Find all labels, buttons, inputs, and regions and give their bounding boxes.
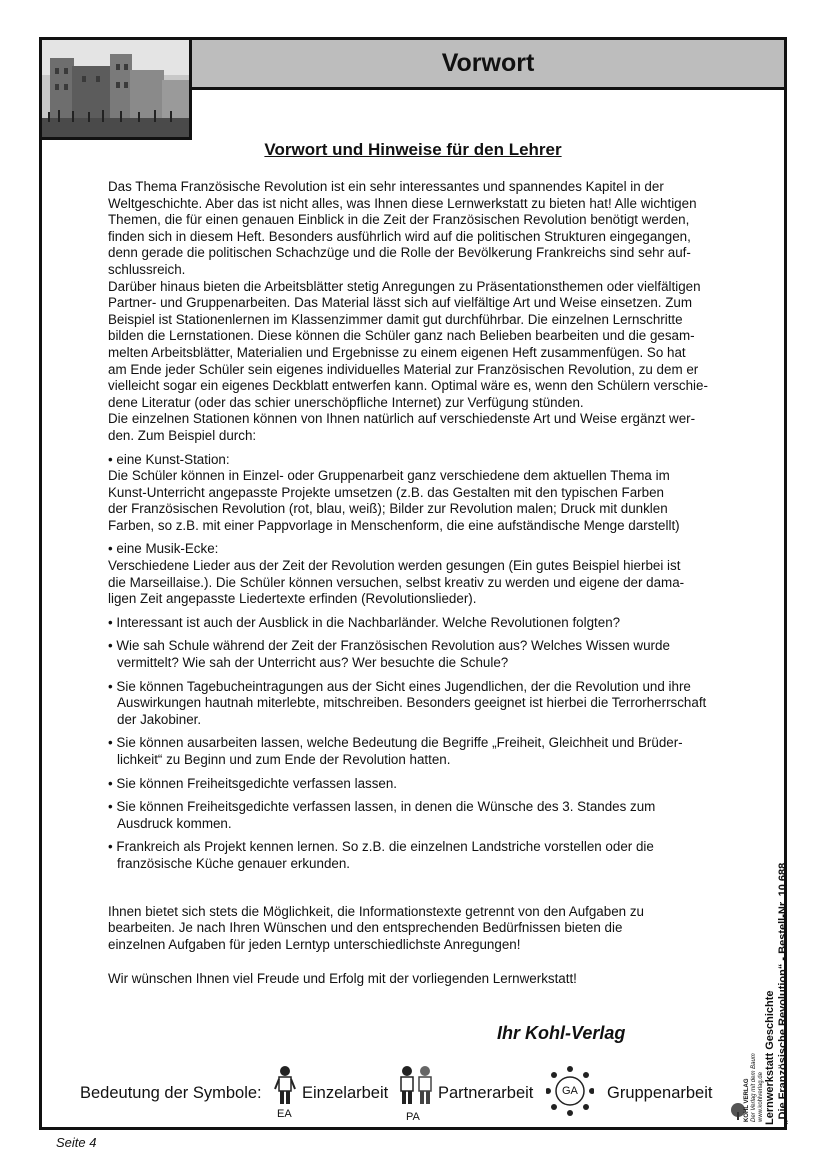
text-line: Kunst-Unterricht angepasste Projekte umsetzen (z.B. das Gestalten mit den typischen Farben (108, 484, 664, 500)
bullet-item (108, 735, 738, 768)
text-line: vermittelt? Wie sah der Unterricht aus? Wer besuchte die Schule? (117, 655, 509, 671)
pa-label: PA (406, 1111, 420, 1123)
logo-url: www.kohlverlag.de (758, 1071, 764, 1122)
page-title: Vorwort (441, 49, 535, 77)
bullet-head: • eine Kunst-Station: (108, 451, 230, 467)
bullet-item (108, 839, 738, 872)
text-line: schlussreich. (108, 261, 186, 277)
text-line: einzelnen Aufgaben für jeden Lerntyp unterschiedlichste Anregungen! (108, 936, 521, 952)
side-line-1: Lernwerkstatt Geschichte (764, 990, 776, 1125)
text-line: die Marseillaise.). Die Schüler können versuchen, selbst kreativ zu werden und eigene der dama- (108, 574, 685, 590)
text-line: Die Schüler können in Einzel- oder Gruppenarbeit ganz verschiedene dem aktuellen Thema im (108, 468, 670, 484)
text-line: der Französischen Revolution (rot, blau, weiß); Bilder zur Revolution malen; Druck mit dunklen (108, 501, 668, 517)
subtitle: Vorwort und Hinweise für den Lehrer (264, 140, 562, 159)
text-line: bearbeiten. Je nach Ihren Wünschen und den entsprechenden Bedürfnissen bieten die (108, 920, 623, 936)
text-line: den. Zum Beispiel durch: (108, 427, 257, 443)
text-line: der Jakobiner. (117, 711, 202, 727)
two-persons-icon (396, 1065, 436, 1107)
bullet-kunst (108, 452, 738, 535)
content (108, 179, 738, 988)
text-line: Die einzelnen Stationen können von Ihnen natürlich auf verschiedenste Art und Weise ergänzt wer- (108, 411, 696, 427)
text-line: Partner- und Gruppenarbeiten. Das Material lässt sich auf vielfältige Art und Weise einsetzen. Zum (108, 295, 693, 311)
page-frame (39, 37, 787, 1130)
logo-slogan: Der Verlag mit dem Baum (751, 1053, 757, 1122)
intro-text (108, 179, 738, 445)
bullet-head: • eine Musik-Ecke: (108, 541, 219, 557)
legend-label: Bedeutung der Symbole: (80, 1084, 262, 1102)
symbol-legend (80, 1075, 760, 1131)
side-line-2: „Die Französische Revolution“ - Bestell-Nr. 10 688 (777, 862, 789, 1125)
text-line: Auswirkungen hautnah miterlebte, mitschreiben. Besonders geeignet ist hierbei die Terrorherrschaft (117, 695, 707, 711)
page-number: Seite 4 (56, 1135, 97, 1150)
text-line: Ihnen bietet sich stets die Möglichkeit, die Informationstexte getrennt von den Aufgaben zu (108, 903, 644, 919)
text-line: • Wie sah Schule während der Zeit der Französischen Revolution aus? Welches Wissen wurde (108, 638, 670, 654)
text-line: Weltgeschichte. Aber das ist nicht alles, was Ihnen diese Lernwerkstatt zu bieten hat! Alle wichtigen (108, 195, 697, 211)
text-line: Ausdruck kommen. (117, 815, 232, 831)
ea-label: EA (277, 1108, 292, 1120)
bastille-picture (42, 40, 192, 140)
bullet-item (108, 679, 738, 729)
single-person-icon (272, 1065, 298, 1107)
closing-text (108, 904, 738, 954)
bullet-item (108, 776, 738, 793)
signature: Ihr Kohl-Verlag (497, 1023, 626, 1043)
text-line: vielleicht sogar ein eigenes Deckblatt entwerfen kann. Optimal wäre es, wenn den Schülern verschie- (108, 378, 708, 394)
wish-text: Wir wünschen Ihnen viel Freude und Erfolg mit der vorliegenden Lernwerkstatt! (108, 971, 577, 987)
text-line: finden sich in diesem Heft. Besonders ausführlich wird auf die politischen Strukturen eingegangen, (108, 228, 691, 244)
header-bar (192, 40, 784, 90)
text-line: Verschiedene Lieder aus der Zeit der Revolution werden gesungen (Ein gutes Beispiel hierbei ist (108, 558, 681, 574)
kohl-logo-text (744, 1052, 774, 1124)
text-line: ligen Zeit angepasste Liedertexte erfinden (Revolutionslieder). (108, 591, 477, 607)
text-line: Themen, die für einen genauen Einblick in die Zeit der Französischen Revolution benötigt werden, (108, 212, 690, 228)
text-line: • Sie können Tagebucheintragungen aus der Sicht eines Jugendlichen, der die Revolution und ihre (108, 678, 691, 694)
text-line: melten Arbeitsblätter, Materialien und Ergebnisse zu einem eigenen Heft zusammenfügen. So hat (108, 344, 686, 360)
partnerarbeit-label: Partnerarbeit (438, 1084, 534, 1102)
ga-label: GA (562, 1085, 578, 1097)
text-line: Beispiel ist Stationenlernen im Klassenzimmer damit gut durchführbar. Die einzelnen Lernschritte (108, 311, 683, 327)
text-line: dene Literatur (oder das schier unerschöpfliche Internet) zur Verfügung stünden. (108, 394, 584, 410)
text-line: denn gerade die politischen Schachzüge und die Rolle der Bevölkerung Frankreichs sind sehr auf- (108, 245, 691, 261)
text-line: • Sie können ausarbeiten lassen, welche Bedeutung die Begriffe „Freiheit, Gleichheit und Brüder- (108, 735, 683, 751)
text-line: französische Küche genauer erkunden. (117, 855, 351, 871)
logo-text: KOHL VERLAG (744, 1078, 750, 1122)
text-line: Darüber hinaus bieten die Arbeitsblätter stetig Anregungen zu Präsentationsthemen oder vielfältigen (108, 278, 701, 294)
bullet-item (108, 799, 738, 832)
bullet-musik (108, 541, 738, 607)
einzelarbeit-label: Einzelarbeit (302, 1084, 389, 1102)
bastille-icon (42, 40, 189, 137)
text-line: Das Thema Französische Revolution ist ein sehr interessantes und spannendes Kapitel in der (108, 179, 664, 194)
bullet-item (108, 638, 738, 671)
text-line: • Sie können Freiheitsgedichte verfassen lassen. (108, 775, 398, 791)
text-line: • Sie können Freiheitsgedichte verfassen lassen, in denen die Wünsche des 3. Standes zum (108, 799, 656, 815)
text-line: Farben, so z.B. mit einer Pappvorlage in Menschenform, die eine aufständische Menge darstellt) (108, 517, 680, 533)
text-line: • Frankreich als Projekt kennen lernen. So z.B. die einzelnen Landstriche vorstellen oder die (108, 839, 654, 855)
text-line: bilden die Lernstationen. Diese können die Schüler ganz nach Belieben bearbeiten und die gesam- (108, 328, 695, 344)
text-line: • Interessant ist auch der Ausblick in die Nachbarländer. Welche Revolutionen folgten? (108, 614, 621, 630)
text-line: am Ende jeder Schüler sein eigenes individuelles Material zur Französischen Revolution, zu dem er (108, 361, 699, 377)
gruppenarbeit-label: Gruppenarbeit (607, 1084, 713, 1102)
text-line: lichkeit“ zu Beginn und zum Ende der Revolution hatten. (117, 752, 451, 767)
bullet-item (108, 615, 738, 632)
